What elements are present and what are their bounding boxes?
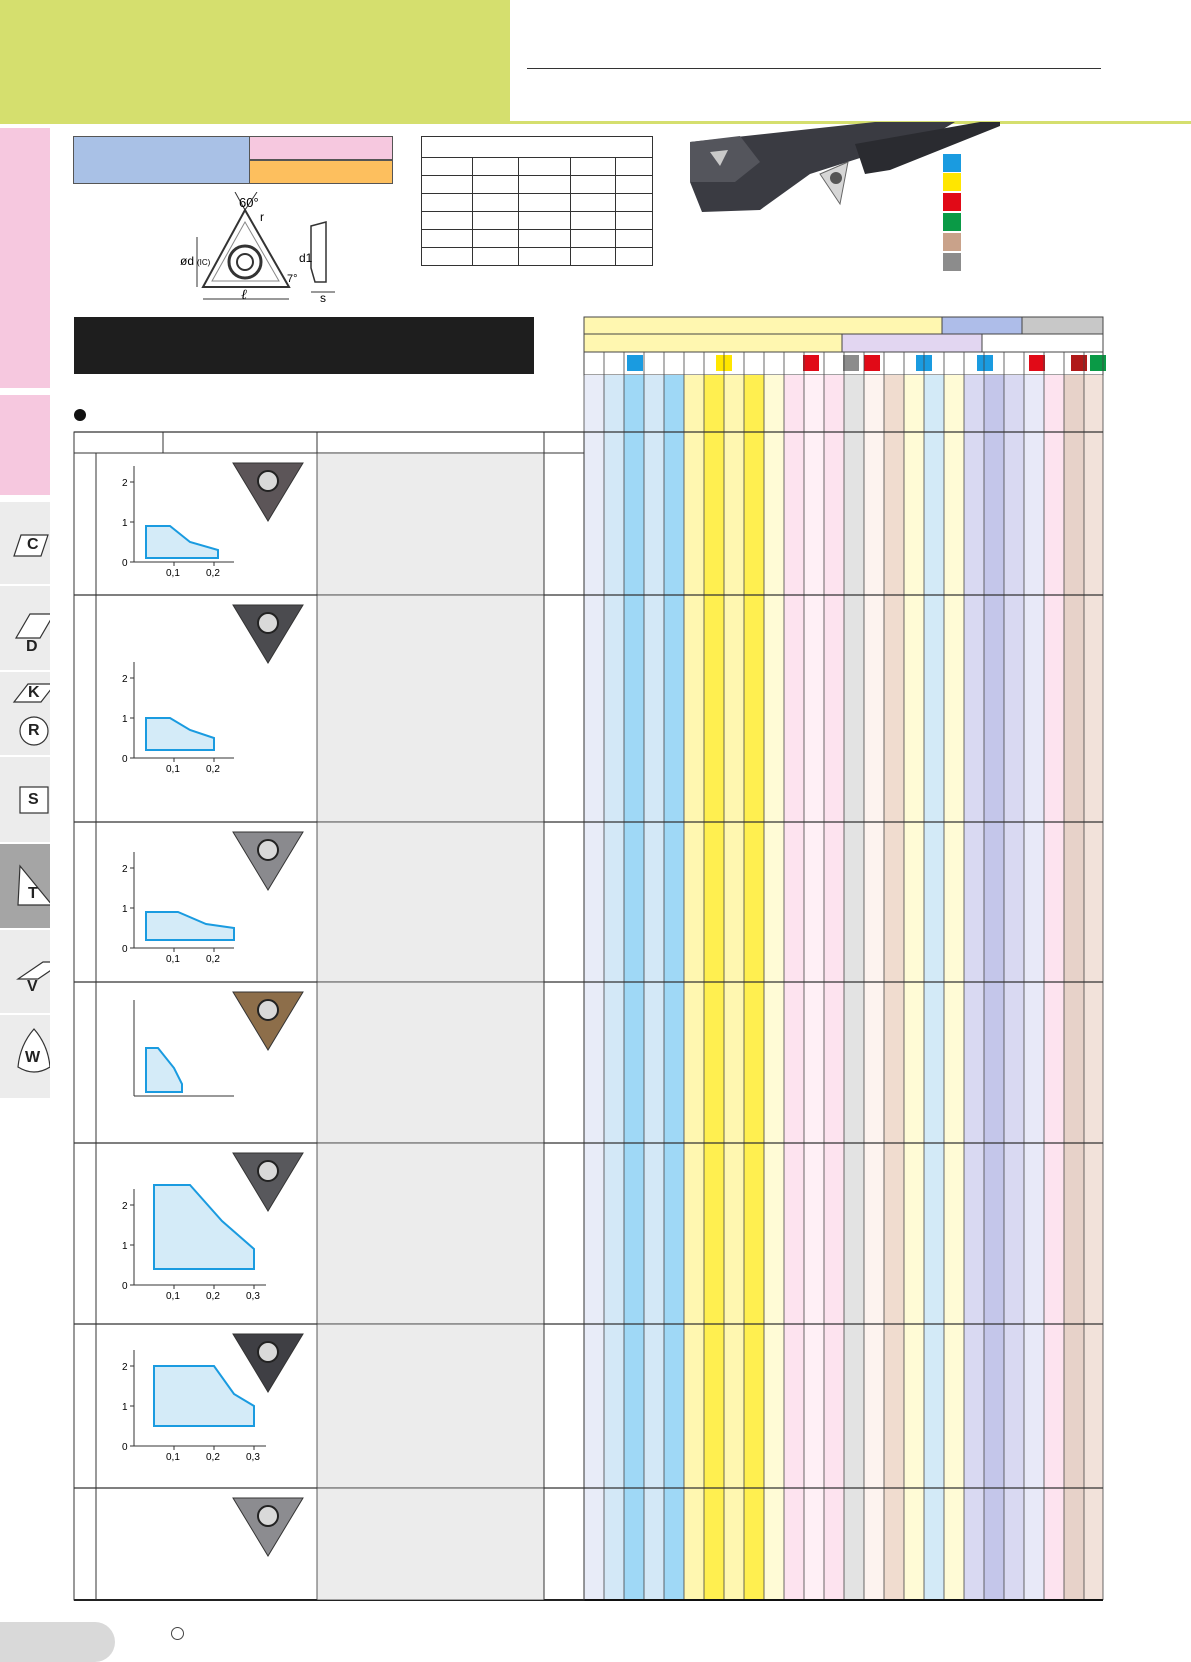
grid-column <box>1044 375 1064 1600</box>
grid-column <box>844 375 864 1600</box>
grade-marker-icon <box>1029 355 1045 371</box>
insert-hole-icon <box>258 1506 278 1526</box>
description-cell <box>317 822 544 982</box>
grid-column <box>724 375 744 1600</box>
side-tab-d[interactable]: D <box>0 584 50 671</box>
description-cell <box>317 1324 544 1488</box>
grid-column <box>804 375 824 1600</box>
grid-column <box>864 375 884 1600</box>
insert-hole-icon <box>258 840 278 860</box>
chart-y-tick-label: 0 <box>122 944 128 955</box>
chart-y-tick-label: 2 <box>122 1362 128 1373</box>
side-tab-k-r[interactable]: K R <box>0 670 50 755</box>
grid-column <box>704 375 724 1600</box>
application-range-area <box>154 1185 254 1269</box>
description-cell <box>317 595 544 822</box>
grid-column <box>964 375 984 1600</box>
grade-marker-icon <box>977 355 993 371</box>
chart-x-tick-label: 0,1 <box>166 1452 180 1463</box>
grid-column <box>1064 375 1084 1600</box>
insert-hole-icon <box>258 1000 278 1020</box>
side-tab-c[interactable]: C <box>0 500 50 585</box>
clearance-label: 7° <box>287 273 298 285</box>
page-number-tab <box>0 1622 115 1662</box>
grid-column <box>684 375 704 1600</box>
chart-y-tick-label: 0 <box>122 1281 128 1292</box>
application-range-area <box>146 526 218 558</box>
side-tab-v[interactable]: V <box>0 928 50 1013</box>
chart-y-tick-label: 1 <box>122 1241 128 1252</box>
insert-hole-icon <box>258 471 278 491</box>
grid-column <box>924 375 944 1600</box>
length-label: ℓ <box>241 288 247 303</box>
grid-column <box>984 375 1004 1600</box>
chart-x-tick-label: 0,2 <box>206 764 220 775</box>
description-cell <box>317 982 544 1143</box>
grid-header-band-2 <box>942 317 1022 334</box>
side-tab-t[interactable]: T <box>0 842 50 929</box>
grid-column <box>604 375 624 1600</box>
hole-label: d1 <box>299 251 313 265</box>
grade-marker-icon <box>864 355 880 371</box>
grid-header-band-1 <box>584 317 942 334</box>
grid-column <box>744 375 764 1600</box>
chart-y-tick-label: 0 <box>122 1442 128 1453</box>
grade-marker-icon <box>1071 355 1087 371</box>
grid-column <box>764 375 784 1600</box>
side-tab-s[interactable]: S <box>0 755 50 842</box>
grade-marker-icon <box>803 355 819 371</box>
grade-marker-icon <box>627 355 643 371</box>
chart-y-tick-label: 2 <box>122 864 128 875</box>
chart-x-tick-label: 0,3 <box>246 1452 260 1463</box>
chart-x-tick-label: 0,2 <box>206 1452 220 1463</box>
grid-column <box>1084 375 1103 1600</box>
chart-x-tick-label: 0,1 <box>166 954 180 965</box>
grid-column <box>584 375 604 1600</box>
insert-hole-icon <box>258 1161 278 1181</box>
chart-y-tick-label: 2 <box>122 1201 128 1212</box>
application-range-area <box>154 1366 254 1426</box>
thickness-label: s <box>320 291 326 305</box>
application-range-area <box>146 718 214 750</box>
chart-x-tick-label: 0,2 <box>206 1291 220 1302</box>
chart-y-tick-label: 0 <box>122 558 128 569</box>
grid-column <box>664 375 684 1600</box>
insert-hole-icon <box>258 613 278 633</box>
chart-x-tick-label: 0,1 <box>166 568 180 579</box>
description-cell <box>317 1143 544 1324</box>
application-range-area <box>146 1048 182 1092</box>
grid-column <box>624 375 644 1600</box>
diameter-sub: (IC) <box>197 258 211 267</box>
grid-column <box>784 375 804 1600</box>
chart-x-tick-label: 0,2 <box>206 568 220 579</box>
grid-header-sub-2 <box>842 334 982 352</box>
chart-x-tick-label: 0,1 <box>166 1291 180 1302</box>
description-cell <box>317 453 544 595</box>
chart-x-tick-label: 0,1 <box>166 764 180 775</box>
grid-column <box>644 375 664 1600</box>
chart-x-tick-label: 0,2 <box>206 954 220 965</box>
chart-y-tick-label: 1 <box>122 518 128 529</box>
grid-column <box>904 375 924 1600</box>
grid-column <box>944 375 964 1600</box>
diameter-label: ød <box>180 254 195 268</box>
grade-marker-icon <box>1090 355 1106 371</box>
application-range-area <box>146 912 234 940</box>
grid-header-sub-1 <box>584 334 842 352</box>
grid-header-sub-3 <box>982 334 1103 352</box>
chart-y-tick-label: 1 <box>122 904 128 915</box>
chart-y-tick-label: 2 <box>122 478 128 489</box>
copyright-mark <box>171 1627 184 1640</box>
grid-column <box>1004 375 1024 1600</box>
grid-header-band-3 <box>1022 317 1103 334</box>
chart-x-tick-label: 0,3 <box>246 1291 260 1302</box>
grid-column <box>824 375 844 1600</box>
chart-y-tick-label: 1 <box>122 1402 128 1413</box>
chart-y-tick-label: 0 <box>122 754 128 765</box>
chart-y-tick-label: 1 <box>122 714 128 725</box>
grid-column <box>884 375 904 1600</box>
angle-label: 60° <box>239 195 259 210</box>
chart-y-tick-label: 2 <box>122 674 128 685</box>
radius-label: r <box>260 210 264 224</box>
description-cell <box>317 1488 544 1600</box>
grade-marker-icon <box>843 355 859 371</box>
side-tab-w[interactable]: W <box>0 1013 50 1098</box>
insert-hole-icon <box>258 1342 278 1362</box>
grid-column <box>1024 375 1044 1600</box>
